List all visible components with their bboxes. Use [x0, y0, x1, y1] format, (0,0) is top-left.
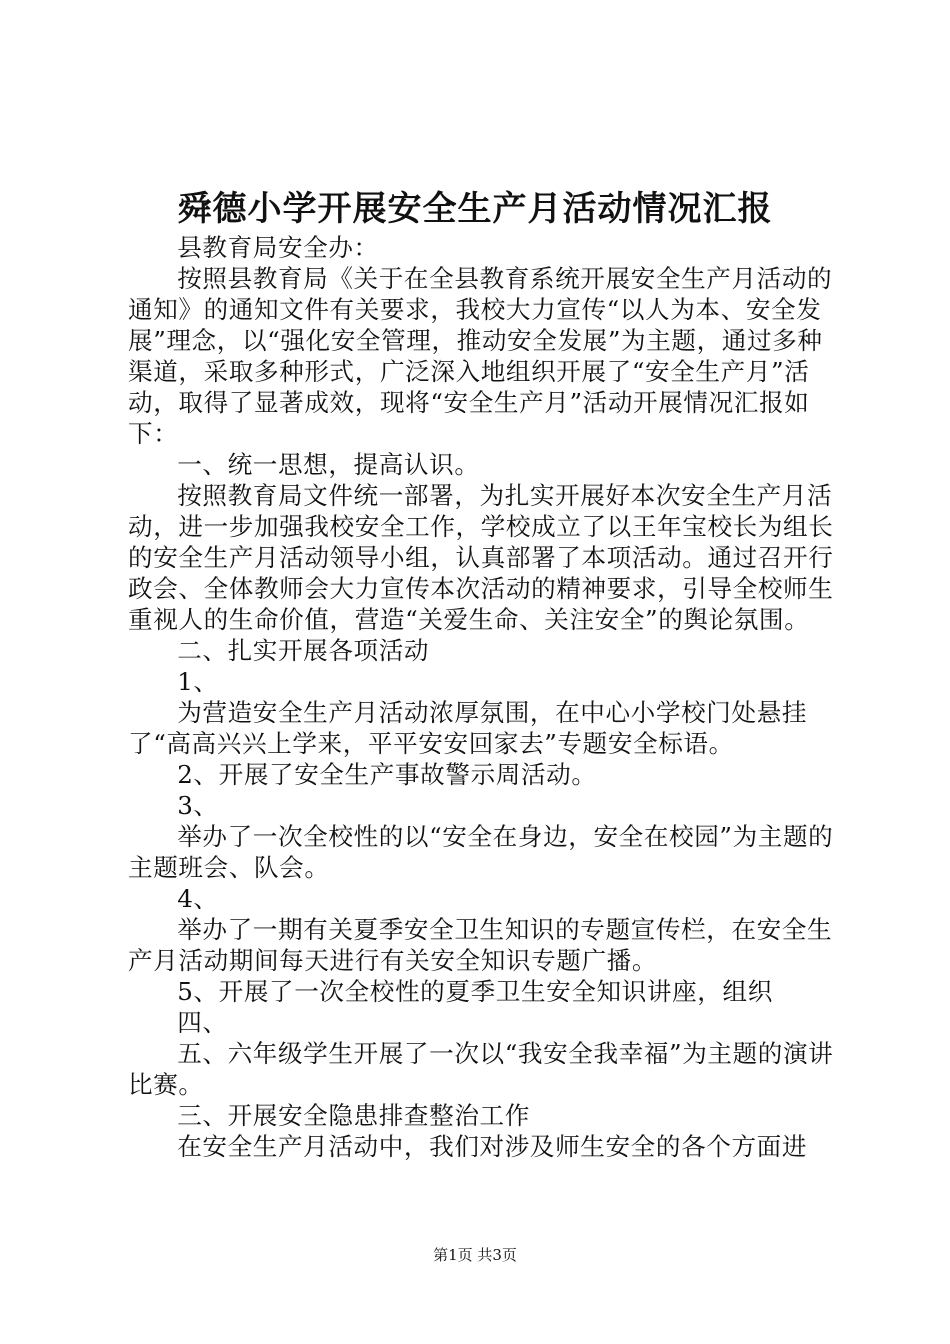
- list-number-3: 3、: [177, 791, 219, 820]
- list-item-5-text: 五、六年级学生开展了一次以“我安全我幸福”为主题的演讲比赛。: [128, 1039, 834, 1099]
- section-heading-1: 一、统一思想，提高认识。: [177, 450, 480, 479]
- document-title: 舜德小学开展安全生产月活动情况汇报: [177, 189, 773, 229]
- list-number-1: 1、: [177, 667, 219, 696]
- section-heading-2: 二、扎实开展各项活动: [177, 636, 430, 665]
- list-item-3-text: 举办了一次全校性的以“安全在身边，安全在校园”为主题的主题班会、队会。: [128, 822, 834, 882]
- list-item-5: 5、开展了一次全校性的夏季卫生安全知识讲座，组织: [177, 977, 773, 1006]
- intro-paragraph: 按照县教育局《关于在全县教育系统开展安全生产月活动的通知》的通知文件有关要求，我校大力宣传“以人为本、安全发展”理念，以“强化安全管理，推动安全发展”为主题，通过多种渠道，采取多种形式，广泛深入地组织开展了“安全生产月”活动，取得了显著成效，现将“安全生产月”活动开展情况汇报如下：: [128, 264, 833, 448]
- list-item-2: 2、开展了安全生产事故警示周活动。: [177, 760, 597, 789]
- list-item-4-text: 举办了一期有关夏季安全卫生知识的专题宣传栏，在安全生产月活动期间每天进行有关安全知识专题广播。: [128, 915, 833, 975]
- section-3-paragraph: 在安全生产月活动中，我们对涉及师生安全的各个方面进: [177, 1132, 808, 1161]
- list-item-1-text: 为营造安全生产月活动浓厚氛围，在中心小学校门处悬挂了“高高兴兴上学来，平平安安回家去”专题安全标语。: [128, 698, 808, 758]
- list-item-5-continued: 四、: [177, 1008, 228, 1037]
- salutation: 县教育局安全办：: [177, 233, 379, 262]
- section-1-paragraph: 按照教育局文件统一部署，为扎实开展好本次安全生产月活动，进一步加强我校安全工作，学校成立了以王年宝校长为组长的安全生产月活动领导小组，认真部署了本项活动。通过召开行政会、全体教师会大力宣传本次活动的精神要求，引导全校师生重视人的生命价值，营造“关爱生命、关注安全”的舆论氛围。: [128, 481, 834, 634]
- section-heading-3: 三、开展安全隐患排查整治工作: [177, 1101, 530, 1130]
- document-body: [128, 232, 834, 1162]
- page-number-footer: 第1页 共3页: [433, 1246, 517, 1264]
- list-number-4: 4、: [177, 884, 219, 913]
